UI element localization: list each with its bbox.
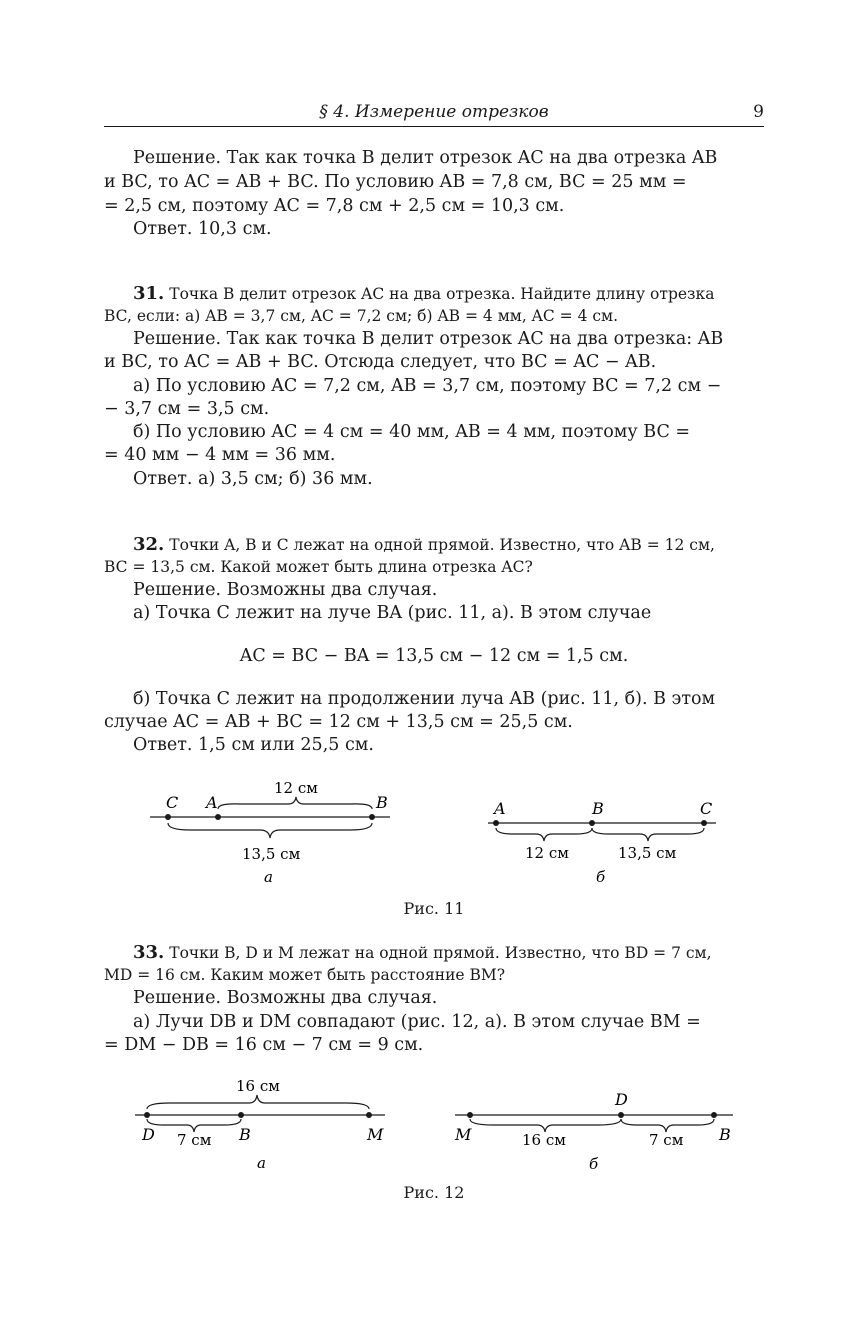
problem-statement bbox=[133, 282, 764, 306]
label-length: 12 см bbox=[525, 844, 569, 862]
figure-12a bbox=[135, 1073, 395, 1178]
text-line: = DM − DB = 16 см − 7 см = 9 см. bbox=[104, 1035, 424, 1055]
point-c bbox=[165, 814, 171, 820]
text-line: и BC, то AC = AB + BC. По условию AB = 7,8 см, BC = 25 мм = bbox=[104, 172, 687, 192]
label-length: 7 см bbox=[177, 1131, 212, 1149]
point-a bbox=[215, 814, 221, 820]
label-point: A bbox=[494, 799, 506, 818]
label-point: C bbox=[166, 793, 179, 812]
answer-line: Ответ. а) 3,5 см; б) 36 мм. bbox=[133, 469, 373, 489]
label-point: M bbox=[367, 1125, 384, 1144]
point-b bbox=[238, 1112, 244, 1118]
brace-right bbox=[592, 828, 704, 841]
figure-caption: Рис. 11 bbox=[403, 899, 465, 918]
brace-top bbox=[218, 797, 372, 809]
brace-bottom bbox=[168, 823, 372, 838]
text-line: случае AC = AB + BC = 12 см + 13,5 см = 25,5 см. bbox=[104, 712, 573, 732]
text-line: Решение. Возможны два случая. bbox=[133, 988, 438, 1008]
text-line: а) По условию AC = 7,2 см, AB = 3,7 см, поэтому BC = 7,2 см − bbox=[133, 376, 722, 396]
figure-sublabel: а bbox=[257, 1154, 266, 1172]
figure-11b-drawing bbox=[488, 795, 728, 890]
brace-left bbox=[496, 828, 592, 841]
label-length: 13,5 см bbox=[242, 845, 301, 863]
point-b bbox=[589, 820, 595, 826]
text-line: Решение. Так как точка B делит отрезок AC на два отрезка AB bbox=[133, 148, 718, 168]
point-d bbox=[144, 1112, 150, 1118]
point-d bbox=[618, 1112, 624, 1118]
problem-text: BC = 13,5 см. Какой может быть длина отрезка AC? bbox=[104, 558, 533, 576]
text-line: − 3,7 см = 3,5 см. bbox=[104, 399, 270, 419]
running-header bbox=[104, 100, 764, 127]
label-point: D bbox=[142, 1125, 155, 1144]
label-length: 16 см bbox=[236, 1077, 280, 1095]
page-number: 9 bbox=[753, 102, 764, 122]
problem-statement bbox=[133, 941, 764, 965]
text-line: Решение. Возможны два случая. bbox=[133, 580, 438, 600]
label-length: 13,5 см bbox=[618, 844, 677, 862]
label-length: 12 см bbox=[274, 779, 318, 797]
text-line: и BC, то AC = AB + BC. Отсюда следует, что BC = AC − AB. bbox=[104, 352, 657, 372]
figure-12b bbox=[455, 1088, 745, 1178]
label-point: M bbox=[455, 1125, 472, 1144]
section-title: § 4. Измерение отрезков bbox=[319, 102, 549, 122]
figure-11a bbox=[150, 775, 400, 890]
problem-text: BC, если: а) AB = 3,7 см, AC = 7,2 см; б) AB = 4 мм, AC = 4 см. bbox=[104, 307, 619, 325]
problem-text: Точки A, B и C лежат на одной прямой. Известно, что AB = 12 см, bbox=[169, 536, 715, 554]
figure-sublabel: а bbox=[264, 868, 273, 886]
answer-line: Ответ. 10,3 см. bbox=[133, 219, 272, 239]
problem-text: Точка B делит отрезок AC на два отрезка. Найдите длину отрезка bbox=[169, 285, 715, 303]
figure-11a-drawing bbox=[150, 775, 400, 890]
label-point: C bbox=[700, 799, 713, 818]
figure-caption: Рис. 12 bbox=[403, 1183, 465, 1202]
text-line: б) По условию AC = 4 см = 40 мм, AB = 4 мм, поэтому BC = bbox=[133, 422, 691, 442]
text-line: а) Лучи DB и DM совпадают (рис. 12, а). В этом случае BM = bbox=[133, 1012, 701, 1032]
text-line: = 2,5 см, поэтому AC = 7,8 см + 2,5 см = 10,3 см. bbox=[104, 196, 565, 216]
problem-number: 33. bbox=[133, 942, 165, 963]
brace-top bbox=[147, 1095, 369, 1109]
figure-sublabel: б bbox=[589, 1155, 599, 1173]
problem-text: MD = 16 см. Каким может быть расстояние BM? bbox=[104, 966, 506, 984]
text-line: б) Точка C лежит на продолжении луча AB (рис. 11, б). В этом bbox=[133, 689, 716, 709]
figure-12b-drawing bbox=[455, 1088, 745, 1178]
label-length: 7 см bbox=[649, 1131, 684, 1149]
label-point: D bbox=[615, 1090, 628, 1109]
text-line: Решение. Так как точка B делит отрезок AC на два отрезка: AB bbox=[133, 329, 724, 349]
label-point: B bbox=[239, 1125, 251, 1144]
text-line: а) Точка C лежит на луче BA (рис. 11, а). В этом случае bbox=[133, 603, 652, 623]
label-length: 16 см bbox=[522, 1131, 566, 1149]
point-a bbox=[493, 820, 499, 826]
figure-11b bbox=[488, 795, 728, 890]
point-b bbox=[369, 814, 375, 820]
formula-line: AC = BC − BA = 13,5 см − 12 см = 1,5 см. bbox=[239, 646, 629, 666]
label-point: B bbox=[376, 793, 388, 812]
figure-sublabel: б bbox=[596, 868, 606, 886]
problem-statement bbox=[133, 533, 764, 557]
answer-line: Ответ. 1,5 см или 25,5 см. bbox=[133, 735, 374, 755]
figure-12a-drawing bbox=[135, 1073, 395, 1178]
point-b bbox=[711, 1112, 717, 1118]
problem-number: 32. bbox=[133, 534, 165, 555]
point-m bbox=[467, 1112, 473, 1118]
label-point: B bbox=[719, 1125, 731, 1144]
text-line: = 40 мм − 4 мм = 36 мм. bbox=[104, 445, 336, 465]
label-point: B bbox=[592, 799, 604, 818]
point-m bbox=[366, 1112, 372, 1118]
problem-number: 31. bbox=[133, 283, 165, 304]
point-c bbox=[701, 820, 707, 826]
label-point: A bbox=[206, 793, 218, 812]
problem-text: Точки B, D и M лежат на одной прямой. Известно, что BD = 7 см, bbox=[169, 944, 712, 962]
